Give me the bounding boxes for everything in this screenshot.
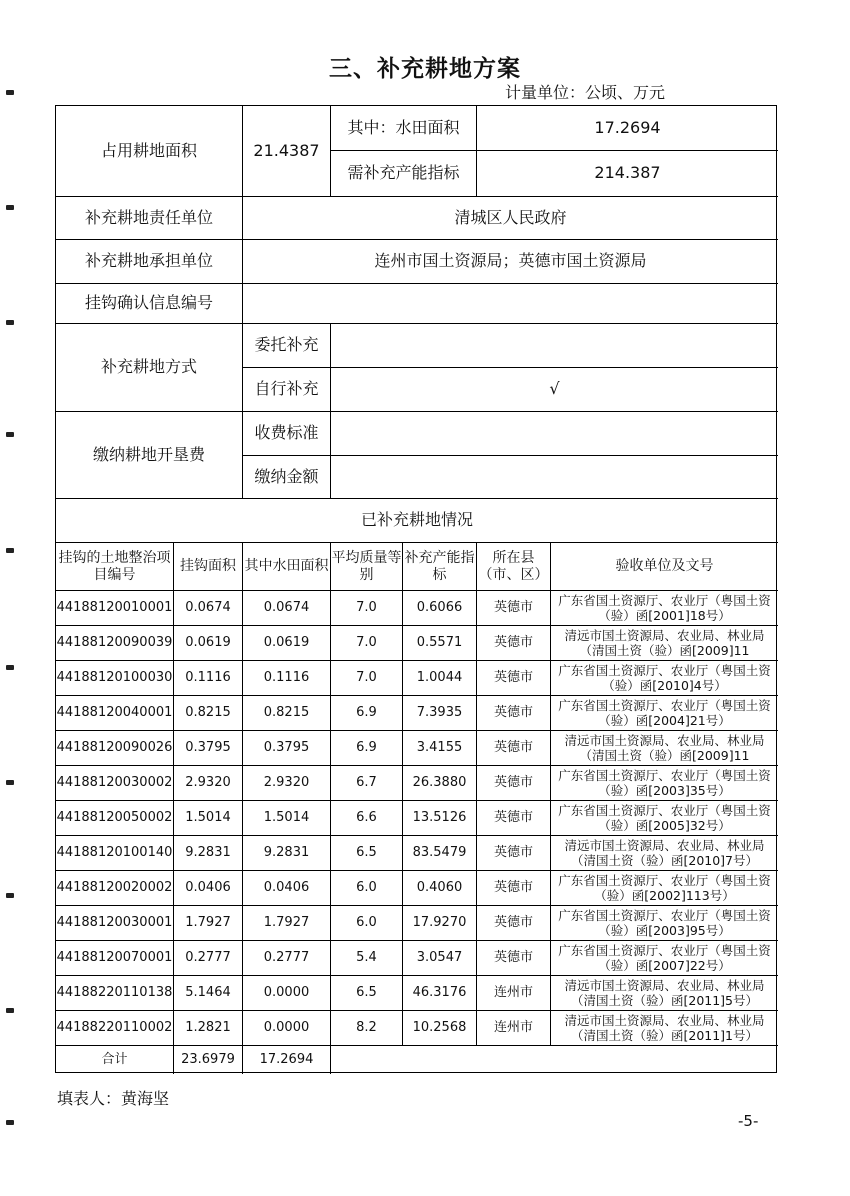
row-cell-capacity: 10.2568 xyxy=(403,1011,477,1046)
row-cell-grade: 6.9 xyxy=(331,731,403,766)
fee-amount-value xyxy=(331,456,778,499)
row-cell-paddy-area: 0.0406 xyxy=(243,871,331,906)
row-cell-grade: 7.0 xyxy=(331,626,403,661)
row-cell-grade: 6.5 xyxy=(331,976,403,1011)
row-cell-paddy-area: 0.1116 xyxy=(243,661,331,696)
row-cell-capacity: 26.3880 xyxy=(403,766,477,801)
row-cell-county: 英德市 xyxy=(477,731,551,766)
total-area: 23.6979 xyxy=(174,1046,243,1074)
entrust-value xyxy=(331,324,778,368)
row-cell-project-id: 44188220110002 xyxy=(56,1011,174,1046)
row-cell-capacity: 0.4060 xyxy=(403,871,477,906)
row-cell-capacity: 7.3935 xyxy=(403,696,477,731)
fee-standard-value xyxy=(331,412,778,456)
row-cell-project-id: 44188120010001 xyxy=(56,591,174,626)
capacity-value: 214.387 xyxy=(477,151,778,197)
fee-label: 缴纳耕地开垦费 xyxy=(56,412,243,499)
row-cell-grade: 5.4 xyxy=(331,941,403,976)
col-header-county: 所在县（市、区） xyxy=(477,543,551,591)
row-cell-capacity: 1.0044 xyxy=(403,661,477,696)
row-cell-project-id: 44188120090039 xyxy=(56,626,174,661)
row-cell-project-id: 44188120090026 xyxy=(56,731,174,766)
binding-mark xyxy=(6,432,14,437)
binding-mark xyxy=(6,893,14,898)
row-cell-area: 0.3795 xyxy=(174,731,243,766)
method-label: 补充耕地方式 xyxy=(56,324,243,412)
binding-mark xyxy=(6,1120,14,1125)
row-cell-project-id: 44188120100030 xyxy=(56,661,174,696)
row-cell-county: 英德市 xyxy=(477,836,551,871)
binding-mark xyxy=(6,90,14,95)
row-cell-paddy-area: 0.0000 xyxy=(243,1011,331,1046)
entrust-label: 委托补充 xyxy=(243,324,331,368)
row-cell-project-id: 44188120050002 xyxy=(56,801,174,836)
col-header-area: 挂钩面积 xyxy=(174,543,243,591)
row-cell-project-id: 44188220110138 xyxy=(56,976,174,1011)
row-cell-acceptance: 广东省国土资源厅、农业厅（粤国土资（验）函[2003]35号） xyxy=(551,766,778,801)
row-cell-capacity: 83.5479 xyxy=(403,836,477,871)
row-cell-project-id: 44188120040001 xyxy=(56,696,174,731)
row-cell-paddy-area: 0.0674 xyxy=(243,591,331,626)
row-cell-paddy-area: 0.2777 xyxy=(243,941,331,976)
binding-mark xyxy=(6,320,14,325)
col-header-capacity: 补充产能指标 xyxy=(403,543,477,591)
row-cell-capacity: 13.5126 xyxy=(403,801,477,836)
row-cell-grade: 6.5 xyxy=(331,836,403,871)
row-cell-acceptance: 广东省国土资源厅、农业厅（粤国土资（验）函[2005]32号） xyxy=(551,801,778,836)
paddy-value: 17.2694 xyxy=(477,106,778,151)
row-cell-acceptance: 广东省国土资源厅、农业厅（粤国土资（验）函[2002]113号） xyxy=(551,871,778,906)
total-label: 合计 xyxy=(56,1046,174,1074)
row-cell-capacity: 17.9270 xyxy=(403,906,477,941)
row-cell-project-id: 44188120070001 xyxy=(56,941,174,976)
row-cell-grade: 8.2 xyxy=(331,1011,403,1046)
filler-name: 填表人：黄海坚 xyxy=(57,1089,170,1108)
page-number: -5- xyxy=(738,1112,759,1130)
row-cell-grade: 6.0 xyxy=(331,906,403,941)
total-paddy: 17.2694 xyxy=(243,1046,331,1074)
row-cell-county: 英德市 xyxy=(477,906,551,941)
row-cell-county: 英德市 xyxy=(477,591,551,626)
self-value: √ xyxy=(331,368,778,412)
binding-mark xyxy=(6,780,14,785)
supplement-table xyxy=(55,105,777,1073)
row-cell-area: 1.2821 xyxy=(174,1011,243,1046)
row-cell-paddy-area: 1.5014 xyxy=(243,801,331,836)
row-cell-paddy-area: 0.0000 xyxy=(243,976,331,1011)
row-cell-grade: 7.0 xyxy=(331,661,403,696)
row-cell-project-id: 44188120020002 xyxy=(56,871,174,906)
row-cell-project-id: 44188120030001 xyxy=(56,906,174,941)
capacity-label: 需补充产能指标 xyxy=(331,151,477,197)
row-cell-grade: 7.0 xyxy=(331,591,403,626)
row-cell-area: 5.1464 xyxy=(174,976,243,1011)
paddy-label: 其中：水田面积 xyxy=(331,106,477,151)
col-header-paddy: 其中水田面积 xyxy=(243,543,331,591)
row-cell-grade: 6.9 xyxy=(331,696,403,731)
row-cell-area: 9.2831 xyxy=(174,836,243,871)
row-cell-area: 0.0406 xyxy=(174,871,243,906)
row-cell-paddy-area: 2.9320 xyxy=(243,766,331,801)
row-cell-acceptance: 清远市国土资源局、农业局、林业局（清国土资（验）函[2010]7号） xyxy=(551,836,778,871)
row-cell-paddy-area: 0.3795 xyxy=(243,731,331,766)
row-cell-county: 英德市 xyxy=(477,871,551,906)
total-blank xyxy=(331,1046,778,1074)
row-cell-area: 0.0619 xyxy=(174,626,243,661)
row-cell-acceptance: 清远市国土资源局、农业局、林业局（清国土资（验）函[2009]11 xyxy=(551,731,778,766)
row-cell-area: 0.8215 xyxy=(174,696,243,731)
row-cell-acceptance: 清远市国土资源局、农业局、林业局（清国土资（验）函[2011]5号） xyxy=(551,976,778,1011)
row-cell-county: 英德市 xyxy=(477,696,551,731)
row-cell-area: 1.7927 xyxy=(174,906,243,941)
section-title: 已补充耕地情况 xyxy=(56,499,778,543)
row-cell-paddy-area: 1.7927 xyxy=(243,906,331,941)
row-cell-acceptance: 清远市国土资源局、农业局、林业局（清国土资（验）函[2009]11 xyxy=(551,626,778,661)
row-cell-acceptance: 清远市国土资源局、农业局、林业局（清国土资（验）函[2011]1号） xyxy=(551,1011,778,1046)
binding-mark xyxy=(6,548,14,553)
row-cell-acceptance: 广东省国土资源厅、农业厅（粤国土资（验）函[2007]22号） xyxy=(551,941,778,976)
row-cell-county: 连州市 xyxy=(477,1011,551,1046)
resp-label: 补充耕地责任单位 xyxy=(56,197,243,240)
row-cell-grade: 6.6 xyxy=(331,801,403,836)
row-cell-paddy-area: 0.0619 xyxy=(243,626,331,661)
page-title: 三、补充耕地方案 xyxy=(329,56,521,82)
row-cell-acceptance: 广东省国土资源厅、农业厅（粤国土资（验）函[2010]4号） xyxy=(551,661,778,696)
row-cell-capacity: 0.5571 xyxy=(403,626,477,661)
row-cell-paddy-area: 0.8215 xyxy=(243,696,331,731)
row-cell-project-id: 44188120100140 xyxy=(56,836,174,871)
row-cell-capacity: 3.0547 xyxy=(403,941,477,976)
undertake-value: 连州市国土资源局；英德市国土资源局 xyxy=(243,240,778,284)
row-cell-capacity: 46.3176 xyxy=(403,976,477,1011)
row-cell-area: 1.5014 xyxy=(174,801,243,836)
link-value xyxy=(243,284,778,324)
binding-mark xyxy=(6,1008,14,1013)
row-cell-capacity: 3.4155 xyxy=(403,731,477,766)
occupy-label: 占用耕地面积 xyxy=(56,106,243,197)
row-cell-area: 0.2777 xyxy=(174,941,243,976)
row-cell-county: 英德市 xyxy=(477,661,551,696)
row-cell-area: 0.1116 xyxy=(174,661,243,696)
resp-value: 清城区人民政府 xyxy=(243,197,778,240)
row-cell-paddy-area: 9.2831 xyxy=(243,836,331,871)
row-cell-county: 英德市 xyxy=(477,941,551,976)
row-cell-capacity: 0.6066 xyxy=(403,591,477,626)
occupy-value: 21.4387 xyxy=(243,106,331,197)
binding-mark xyxy=(6,665,14,670)
link-label: 挂钩确认信息编号 xyxy=(56,284,243,324)
row-cell-acceptance: 广东省国土资源厅、农业厅（粤国土资（验）函[2003]95号） xyxy=(551,906,778,941)
row-cell-grade: 6.7 xyxy=(331,766,403,801)
col-header-grade: 平均质量等别 xyxy=(331,543,403,591)
row-cell-area: 0.0674 xyxy=(174,591,243,626)
fee-standard-label: 收费标准 xyxy=(243,412,331,456)
self-label: 自行补充 xyxy=(243,368,331,412)
row-cell-county: 英德市 xyxy=(477,766,551,801)
unit-note: 计量单位：公顷、万元 xyxy=(505,83,666,102)
row-cell-area: 2.9320 xyxy=(174,766,243,801)
col-header-project: 挂钩的土地整治项目编号 xyxy=(56,543,174,591)
undertake-label: 补充耕地承担单位 xyxy=(56,240,243,284)
col-header-acceptance: 验收单位及文号 xyxy=(551,543,778,591)
binding-mark xyxy=(6,205,14,210)
row-cell-grade: 6.0 xyxy=(331,871,403,906)
row-cell-county: 连州市 xyxy=(477,976,551,1011)
row-cell-acceptance: 广东省国土资源厅、农业厅（粤国土资（验）函[2001]18号） xyxy=(551,591,778,626)
row-cell-acceptance: 广东省国土资源厅、农业厅（粤国土资（验）函[2004]21号） xyxy=(551,696,778,731)
row-cell-county: 英德市 xyxy=(477,801,551,836)
row-cell-county: 英德市 xyxy=(477,626,551,661)
row-cell-project-id: 44188120030002 xyxy=(56,766,174,801)
fee-amount-label: 缴纳金额 xyxy=(243,456,331,499)
